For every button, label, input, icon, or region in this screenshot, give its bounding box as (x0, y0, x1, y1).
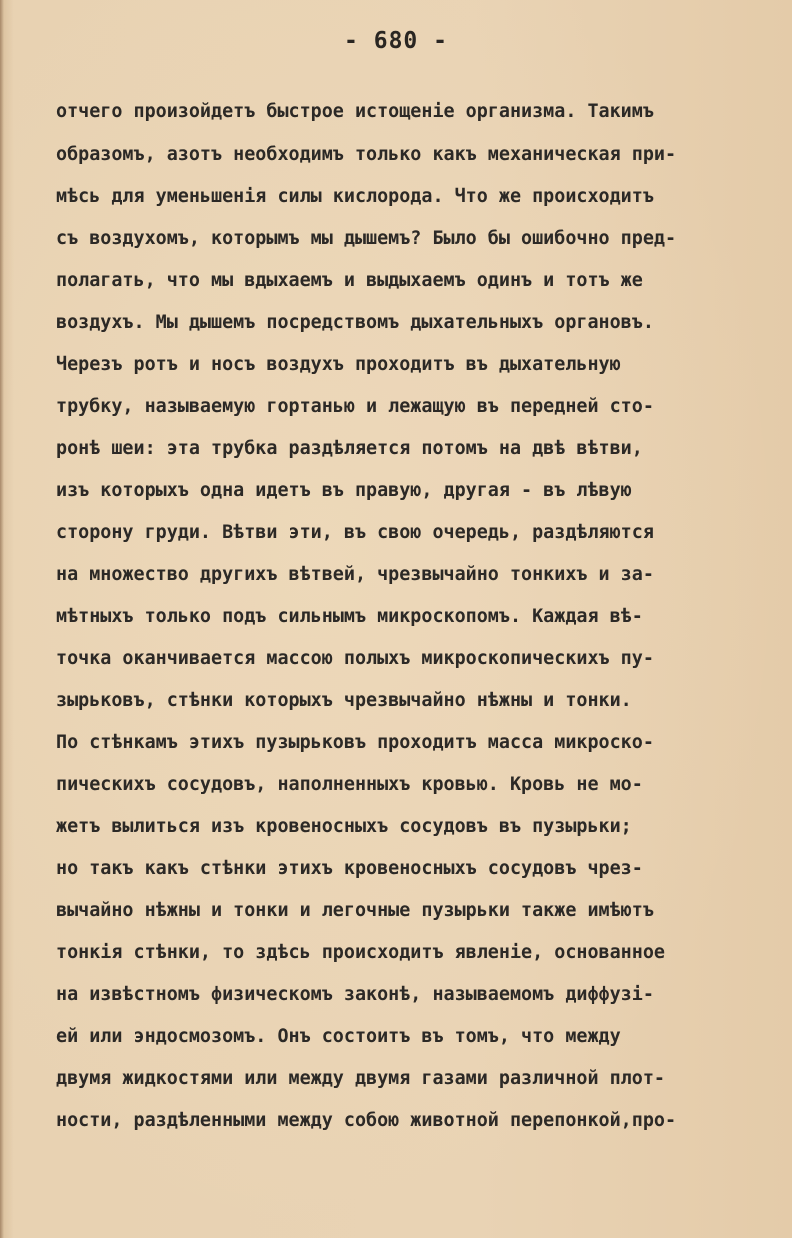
text-line: Черезъ ротъ и носъ воздухъ проходитъ въ дыхательную (56, 354, 621, 375)
text-line: отчего произойдетъ быстрое истощенiе организма. Такимъ (56, 101, 654, 122)
text-line: ронѣ шеи: эта трубка раздѣляется потомъ на двѣ вѣтви, (56, 438, 643, 459)
text-line: воздухъ. Мы дышемъ посредствомъ дыхательныхъ органовъ. (56, 312, 654, 333)
text-line: ности, раздѣленными между собою животной перепонкой,про- (56, 1110, 677, 1131)
text-line: двумя жидкостями или между двумя газами различной плот- (56, 1068, 665, 1089)
text-line: пическихъ сосудовъ, наполненныхъ кровью. Кровь не мо- (56, 774, 643, 795)
text-line: жетъ вылиться изъ кровеносныхъ сосудовъ въ пузырьки; (56, 816, 632, 837)
text-line: образомъ, азотъ необходимъ только какъ механическая при- (56, 144, 677, 165)
text-line: вычайно нѣжны и тонки и легочные пузырьки также имѣютъ (56, 900, 654, 921)
text-line: изъ которыхъ одна идетъ въ правую, другая - въ лѣвую (56, 480, 632, 501)
text-line: По стѣнкамъ этихъ пузырьковъ проходитъ масса микроско- (56, 732, 654, 753)
text-line: на извѣстномъ физическомъ законѣ, называемомъ диффузi- (56, 984, 654, 1005)
text-line: съ воздухомъ, которымъ мы дышемъ? Было бы ошибочно пред- (56, 228, 677, 249)
text-line: на множество другихъ вѣтвей, чрезвычайно тонкихъ и за- (56, 564, 654, 585)
page-left-edge (0, 0, 4, 1238)
text-line: ей или эндосмозомъ. Онъ состоитъ въ томъ, что между (56, 1026, 621, 1047)
text-line: но такъ какъ стѣнки этихъ кровеносныхъ сосудовъ чрез- (56, 858, 643, 879)
text-line: точка оканчивается массою полыхъ микроскопическихъ пу- (56, 648, 654, 669)
text-line: полагать, что мы вдыхаемъ и выдыхаемъ одинъ и тотъ же (56, 270, 643, 291)
text-line: мѣсь для уменьшенiя силы кислорода. Что же происходитъ (56, 186, 654, 207)
text-line: мѣтныхъ только подъ сильнымъ микроскопомъ. Каждая вѣ- (56, 606, 643, 627)
text-line: сторону груди. Вѣтви эти, въ свою очередь, раздѣляются (56, 522, 654, 543)
page-number: - 680 - (344, 28, 448, 54)
text-line: трубку, называемую гортанью и лежащую въ передней сто- (56, 396, 654, 417)
text-line: зырьковъ, стѣнки которыхъ чрезвычайно нѣжны и тонки. (56, 690, 632, 711)
text-line: тонкiя стѣнки, то здѣсь происходитъ явленiе, основанное (56, 942, 665, 963)
